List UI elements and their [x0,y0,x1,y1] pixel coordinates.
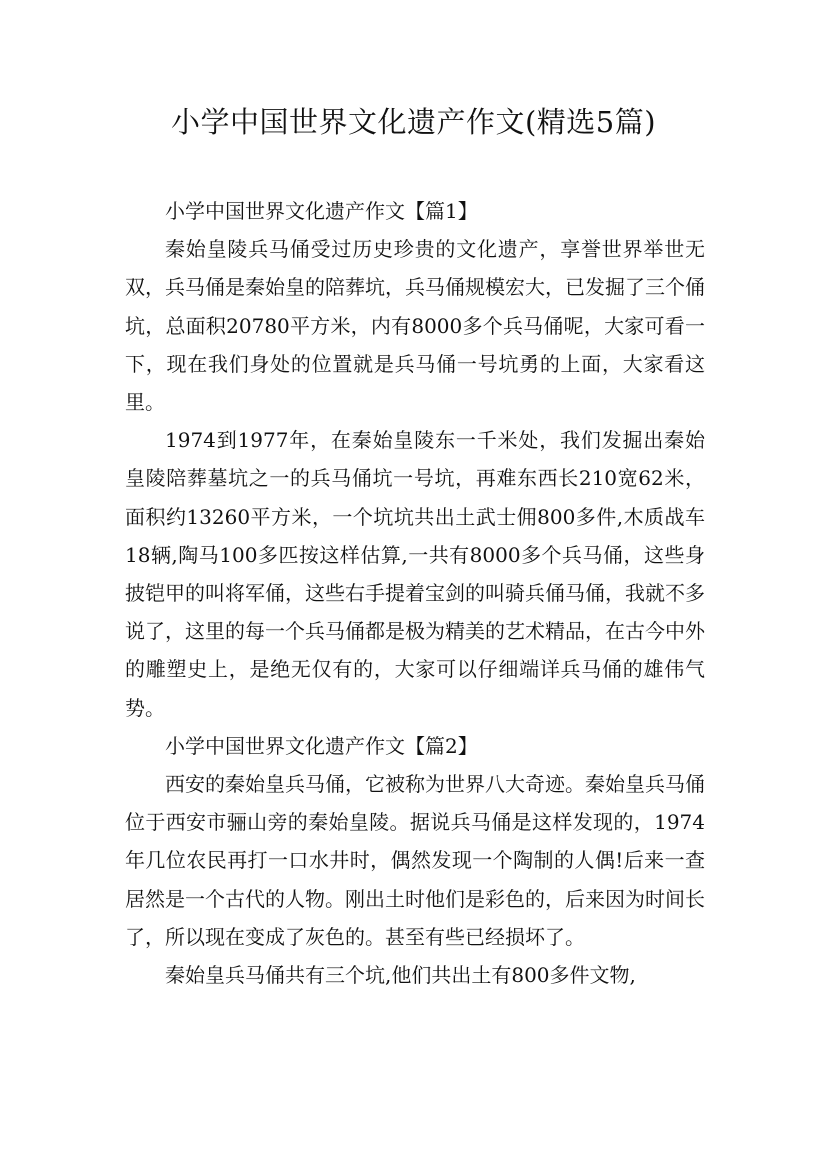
paragraph-2-1: 西安的秦始皇兵马俑，它被称为世界八大奇迹。秦始皇兵马俑位于西安市骊山旁的秦始皇陵。据说兵马俑是这样发现的，1974年几位农民再打一口水井时，偶然发现一个陶制的人偶!后来一查居然是一个古代的人物。刚出土时他们是彩色的，后来因为时间长了，所以现在变成了灰色的。甚至有些已经损坏了。 [125,772,705,949]
article-body [125,192,705,994]
section-heading-1: 小学中国世界文化遗产作文【篇1】 [165,199,478,223]
paragraph-2-2: 秦始皇兵马俑共有三个坑,他们共出土有800多件文物, [165,963,636,988]
paragraph-1-2: 1974到1977年，在秦始皇陵东一千米处，我们发掘出秦始皇陵陪葬墓坑之一的兵马俑坑一号坑，再难东西长210宽62米，面积约13260平方米，一个坑坑共出土武士佣800多件,木质战车18辆,陶马100多匹按这样估算,一共有8000多个兵马俑，这些身披铠甲的叫将军俑，这些右手提着宝剑的叫骑兵俑马俑，我就不多说了，这里的每一个兵马俑都是极为精美的艺术精品，在古今中外的雕塑史上，是绝无仅有的，大家可以仔细端详兵马俑的雄伟气势。 [125,428,705,720]
page-title: 小学中国世界文化遗产作文(精选5篇) [170,105,657,139]
section-heading-2: 小学中国世界文化遗产作文【篇2】 [165,733,478,758]
paragraph-1-1: 秦始皇陵兵马俑受过历史珍贵的文化遗产，享誉世界举世无双，兵马俑是秦始皇的陪葬坑，兵马俑规模宏大，已发掘了三个俑坑，总面积20780平方米，内有8000多个兵马俑呢，大家可看一下，现在我们身处的位置就是兵马俑一号坑勇的上面，大家看这里。 [125,237,705,415]
